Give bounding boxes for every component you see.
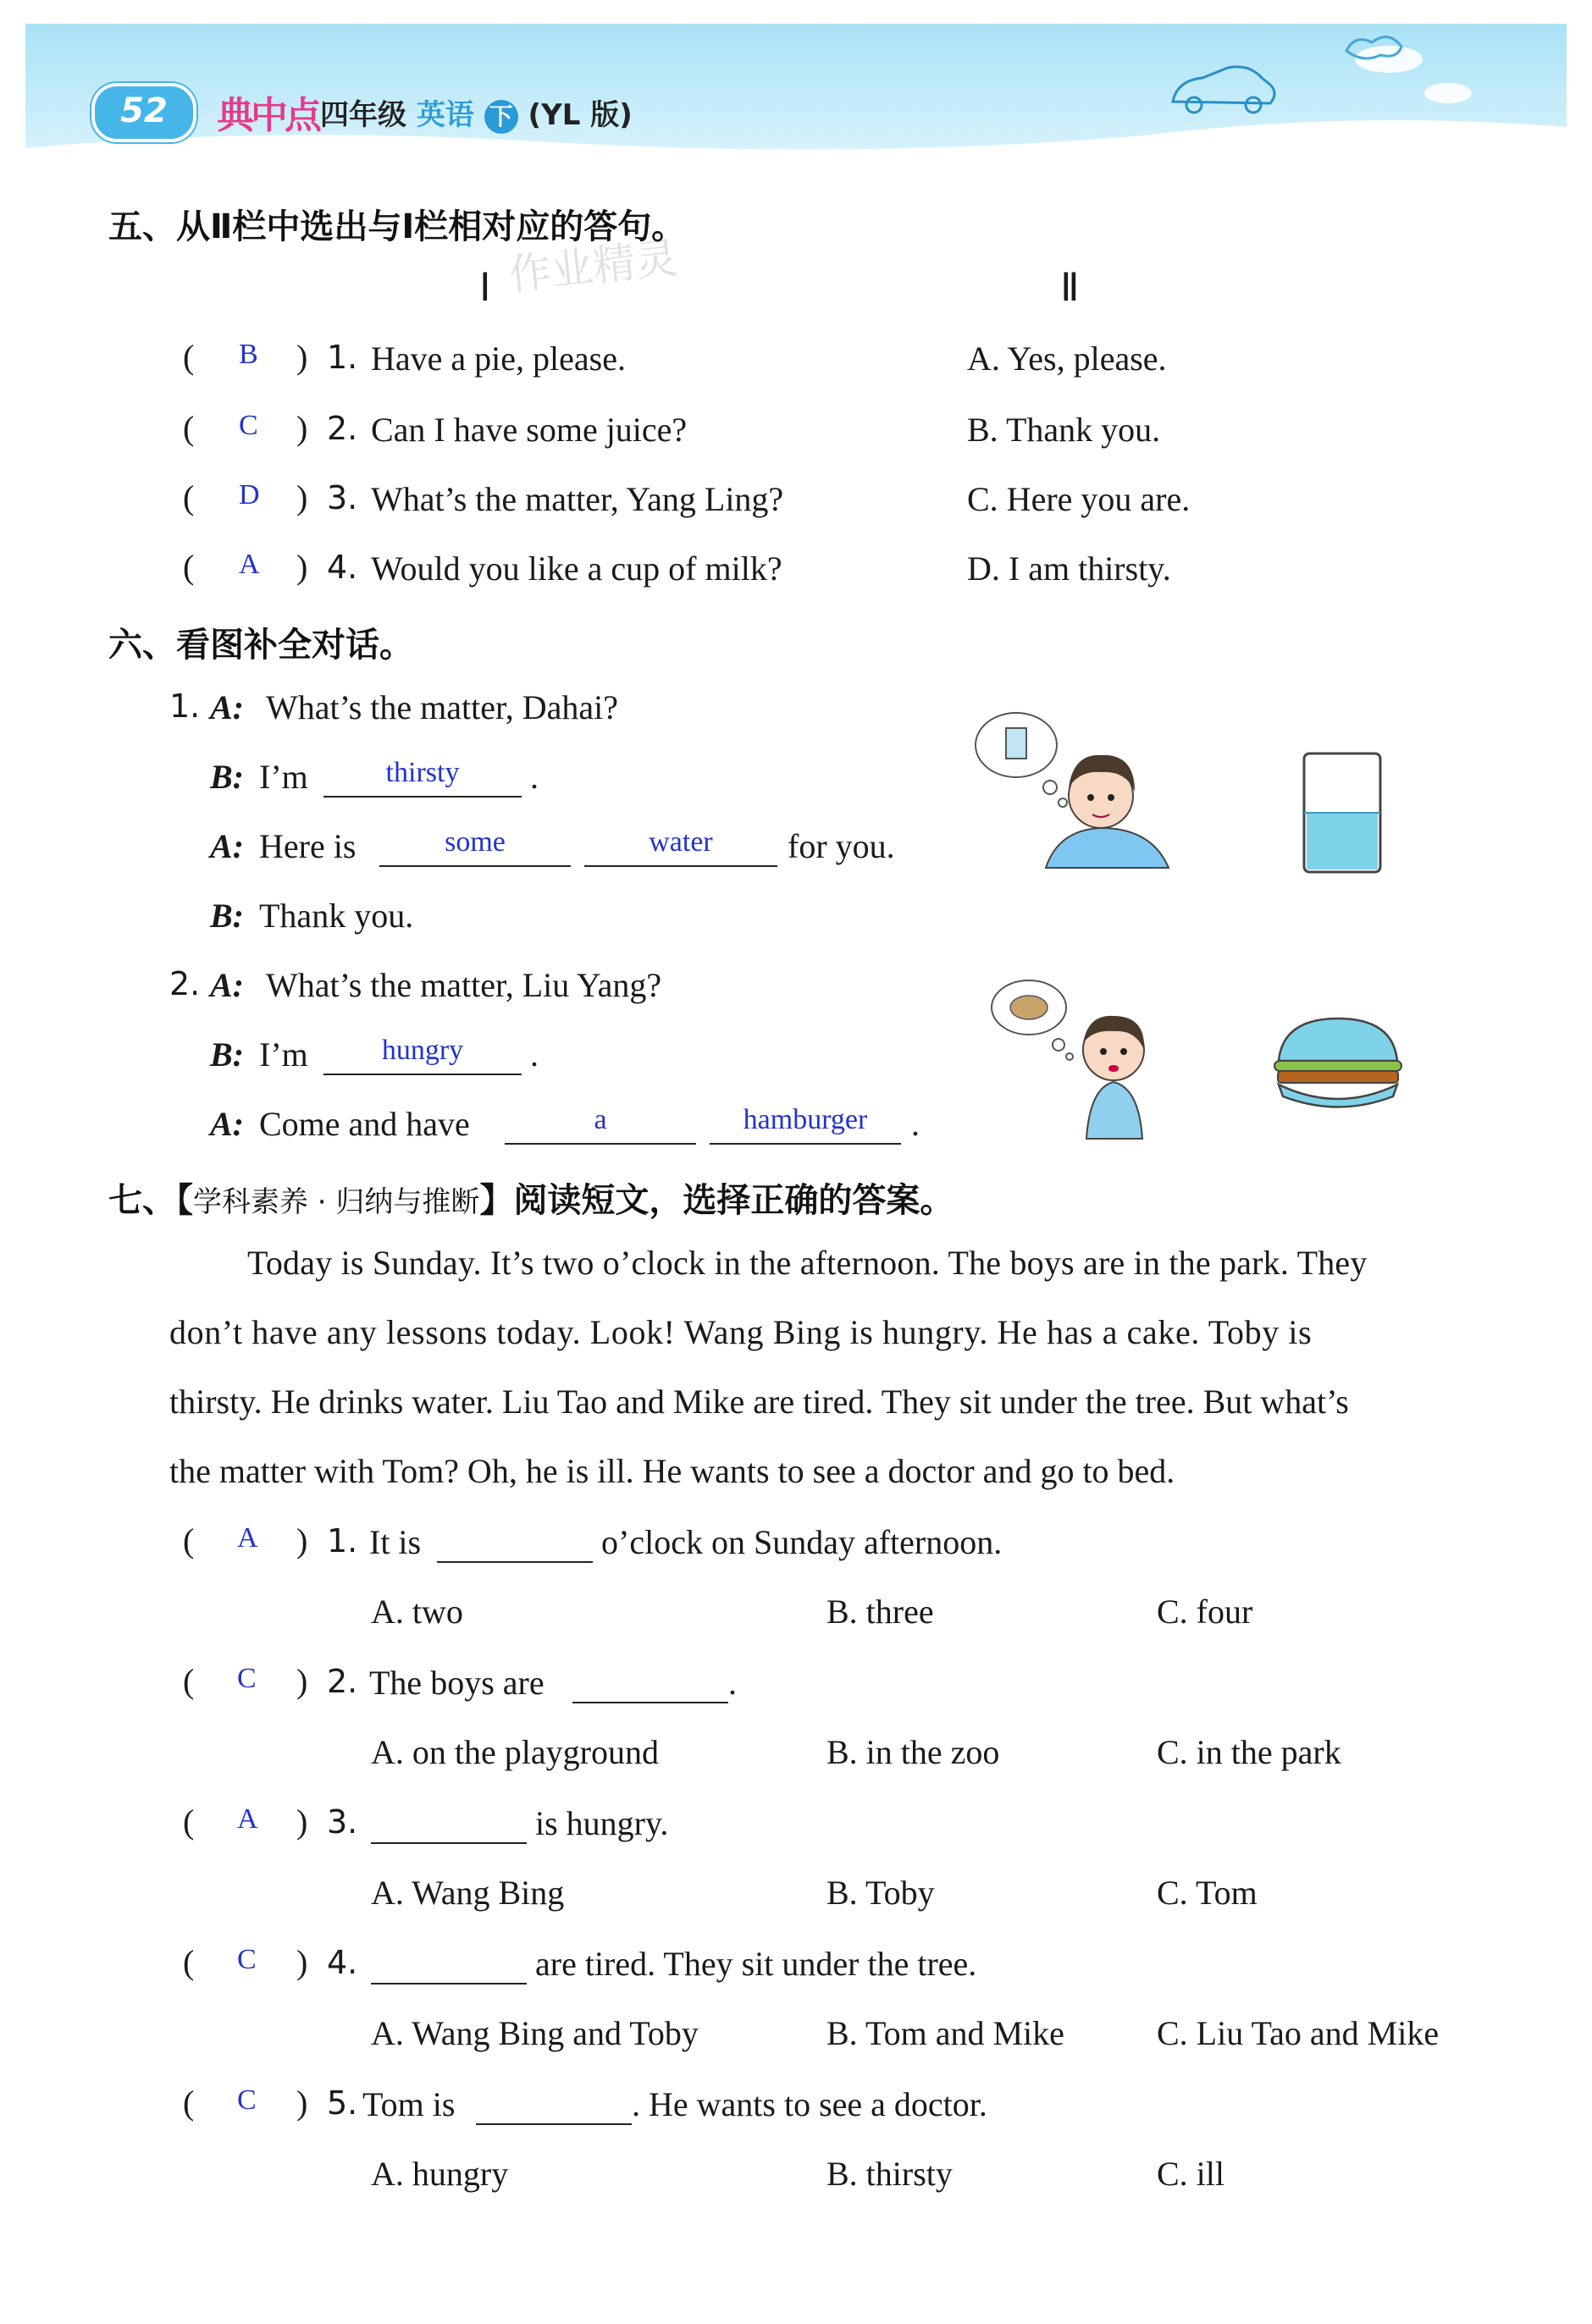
option-b: B. thirsty [826,2155,953,2193]
page-number-badge [91,83,196,142]
question-stem-pre: The boys are [369,1664,544,1702]
option-c: C. Tom [1157,1874,1258,1912]
answer-paren-close: ) [296,548,308,586]
option-b: B. three [826,1593,934,1631]
volume-badge: 下 [484,100,518,134]
dialogue-prefix: Come and have [259,1105,470,1143]
hungry-boy-illustration [987,974,1207,1143]
passage-line: Today is Sunday. It’s two o’clock in the afternoon. The boys are in the park. They [247,1244,1368,1282]
question-number: 1. [327,1522,358,1559]
question-stem-post: are tired. They sit under the tree. [535,1945,977,1983]
answer-blank [476,2089,632,2125]
brand-logo: 典中点 [217,94,318,137]
option-c: C. Liu Tao and Mike [1157,2014,1440,2052]
question-number: 2. [327,1663,358,1700]
answer-paren-close: ) [296,1662,308,1700]
option-b: B. Tom and Mike [826,2014,1064,2052]
speaker-label: A: [210,966,244,1004]
column-header-1: Ⅰ [479,266,491,309]
book-title [320,91,633,134]
answer-letter: C [237,1944,257,1975]
question-stem-post: is hungry. [535,1804,669,1842]
speaker-label: B: [210,758,244,796]
question-text: Can I have some juice? [371,411,688,449]
answer-paren-close: ) [296,1943,308,1981]
option-a: A. Wang Bing and Toby [371,2014,699,2052]
answer-paren-close: ) [296,409,308,447]
section5-title: 五、从Ⅱ栏中选出与Ⅰ栏相对应的答句。 [108,207,686,246]
answer-paren-open: ( [183,1521,195,1559]
thirsty-boy-illustration [974,703,1194,872]
option-text: B. Thank you. [967,411,1161,449]
dialogue-suffix: . [911,1105,920,1143]
answer-paren-close: ) [296,1521,308,1559]
dialogue-line: What’s the matter, Dahai? [266,688,618,726]
dialogue-suffix: . [530,1035,539,1074]
question-number: 5. [327,2084,358,2122]
answer-blank [572,1668,728,1703]
answer-blank [371,1808,527,1844]
watermark: 作业精灵 [506,233,680,301]
question-number: 3. [327,1803,358,1841]
tag-bracket-left: 【 [176,1181,193,1220]
answer-blank [437,1527,593,1563]
option-a: A. Wang Bing [371,1874,565,1912]
edition-label: (YL 版) [528,98,633,132]
option-a: A. on the playground [371,1733,659,1771]
filled-answer: thirsty [385,757,460,788]
question-text: What’s the matter, Yang Ling? [371,480,784,518]
glass-of-water-icon [1291,745,1393,880]
passage-line: thirsty. He drinks water. Liu Tao and Mike are tired. They sit under the tree. But what’s [169,1383,1349,1421]
option-c: C. four [1157,1593,1253,1631]
answer-paren-open: ( [183,1802,195,1841]
filled-answer: water [649,826,713,858]
tag-bracket-right: 】 [479,1181,514,1220]
answer-paren-open: ( [183,1662,195,1700]
question-number: 3. [327,479,358,516]
speaker-label: B: [210,897,244,935]
section7-instruction: 阅读短文，选择正确的答案。 [513,1181,954,1220]
option-text: D. I am thirsty. [967,549,1171,588]
option-c: C. in the park [1157,1733,1341,1771]
question-number: 2. [327,410,358,447]
section7-prefix: 七、 [108,1181,176,1220]
option-c: C. ill [1157,2155,1225,2193]
answer-paren-open: ( [183,409,195,447]
passage-line: don’t have any lessons today. Look! Wang Bing is hungry. He has a cake. Toby is [169,1313,1313,1351]
answer-paren-open: ( [183,548,195,586]
answer-paren-open: ( [183,2084,195,2122]
dialogue-number: 1. [169,687,201,725]
answer-letter: A [237,1522,258,1554]
speaker-label: A: [210,688,244,726]
question-text: Would you like a cup of milk? [371,549,782,588]
answer-paren-close: ) [296,338,308,376]
answer-paren-open: ( [183,338,195,376]
answer-paren-close: ) [296,2084,308,2122]
option-text: C. Here you are. [967,480,1191,518]
question-number: 1. [327,339,358,376]
answer-letter: A [237,1803,258,1835]
answer-paren-open: ( [183,1943,195,1981]
answer-paren-open: ( [183,478,195,516]
subject-label: 英语 [416,98,474,132]
filled-answer: some [445,826,506,858]
question-number: 4. [327,549,358,586]
answer-letter: C [237,1663,257,1694]
filled-answer: hungry [381,1035,464,1066]
question-stem-pre: It is [369,1523,422,1561]
answer-paren-close: ) [296,478,308,516]
option-b: B. in the zoo [826,1733,1000,1771]
dialogue-prefix: I’m [259,1035,308,1074]
passage-line: the matter with Tom? Oh, he is ill. He wants to see a doctor and go to bed. [169,1452,1175,1490]
speaker-label: A: [210,1105,244,1143]
question-text: Have a pie, please. [371,339,626,378]
question-stem-post: . He wants to see a doctor. [632,2085,987,2123]
speaker-label: B: [210,1035,244,1074]
section6-title: 六、看图补全对话。 [108,626,413,665]
answer-blank [371,1949,527,1985]
option-b: B. Toby [826,1874,935,1912]
question-stem-post: o’clock on Sunday afternoon. [601,1523,1003,1561]
section7-title [108,1173,954,1222]
dialogue-prefix: I’m [259,758,308,796]
filled-answer: hamburger [743,1104,868,1135]
grade-label: 四年级 [320,98,406,132]
answer-letter: A [239,549,260,580]
answer-letter: D [239,479,260,511]
answer-letter: C [239,410,258,441]
dialogue-number: 2. [169,965,201,1002]
question-stem-pre: Tom is [362,2085,456,2123]
dialogue-line: Thank you. [259,897,414,935]
answer-paren-close: ) [296,1802,308,1841]
filled-answer: a [594,1104,607,1135]
question-number: 4. [327,1944,358,1981]
question-stem-post: . [728,1664,737,1702]
option-a: A. hungry [371,2155,509,2193]
speaker-label: A: [210,827,244,865]
answer-letter: B [239,339,258,370]
dialogue-suffix: for you. [788,827,895,865]
option-text: A. Yes, please. [967,339,1167,378]
hamburger-icon [1266,1012,1410,1113]
answer-letter: C [237,2084,257,2116]
literacy-tag: 学科素养 · 归纳与推断 [193,1185,480,1219]
dialogue-prefix: Here is [259,827,357,865]
column-header-2: Ⅱ [1060,266,1080,309]
page-number: 52 [120,91,168,130]
dialogue-suffix: . [530,758,539,796]
option-a: A. two [371,1593,463,1631]
dialogue-line: What’s the matter, Liu Yang? [266,966,662,1004]
